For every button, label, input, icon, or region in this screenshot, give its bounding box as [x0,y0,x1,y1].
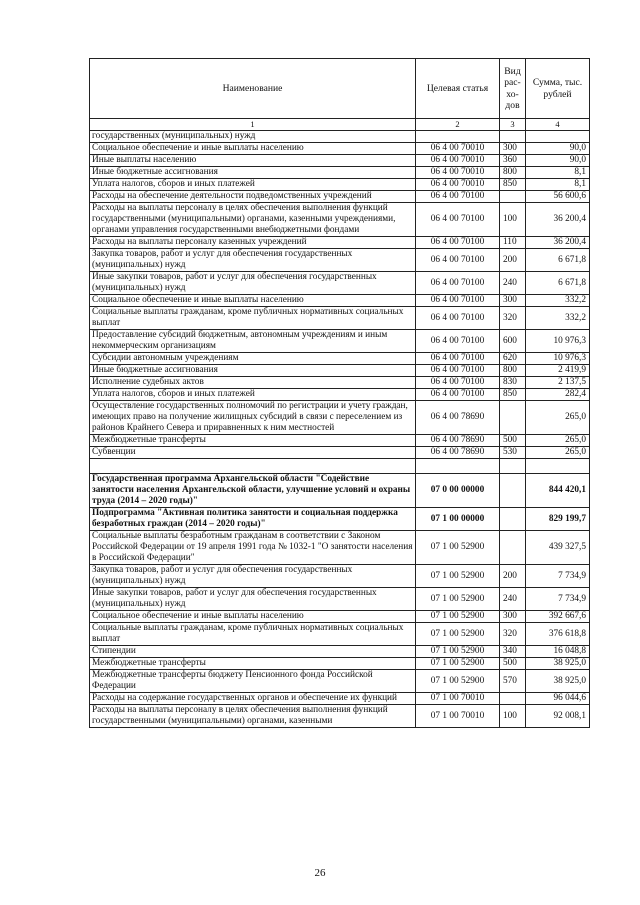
table-row [90,167,590,179]
table-row [90,459,590,474]
row-name-cell: государственных (муниципальных) нужд [90,131,416,143]
row-target-article-cell: 06 4 00 70100 [416,191,500,203]
row-name-cell: Расходы на содержание государственных органов и обеспечение их функций [90,693,416,705]
row-sum-cell: 90,0 [526,143,590,155]
row-expense-type-cell: 500 [500,435,526,447]
table-row [90,295,590,307]
row-name-cell: Социальные выплаты гражданам, кроме публичных нормативных социальных выплат [90,623,416,646]
table-row [90,565,590,588]
row-expense-type-cell: 100 [500,203,526,237]
row-expense-type-cell [500,693,526,705]
row-sum-cell: 332,2 [526,295,590,307]
table-row [90,131,590,143]
row-target-article-cell: 06 4 00 70100 [416,353,500,365]
row-name-cell: Стипендии [90,646,416,658]
row-expense-type-cell [500,459,526,474]
row-name-cell: Субвенции [90,447,416,459]
row-sum-cell: 265,0 [526,447,590,459]
row-sum-cell: 10 976,3 [526,353,590,365]
row-target-article-cell: 06 4 00 70010 [416,167,500,179]
row-sum-cell: 16 048,8 [526,646,590,658]
budget-table-page [89,58,589,728]
row-sum-cell: 392 667,6 [526,611,590,623]
row-name-cell: Расходы на выплаты персоналу в целях обеспечения выполнения функций государственными (муниципальными) органами, казенными [90,705,416,728]
table-row [90,307,590,330]
table-row [90,272,590,295]
row-name-cell: Субсидии автономным учреждениям [90,353,416,365]
row-expense-type-cell: 100 [500,705,526,728]
row-expense-type-cell [500,531,526,565]
row-target-article-cell: 06 4 00 70100 [416,295,500,307]
row-target-article-cell: 06 4 00 70100 [416,237,500,249]
row-target-article-cell: 07 1 00 52900 [416,531,500,565]
row-target-article-cell: 07 1 00 52900 [416,623,500,646]
row-expense-type-cell: 800 [500,365,526,377]
table-row [90,237,590,249]
row-name-cell [90,459,416,474]
row-name-cell: Расходы на выплаты персоналу в целях обеспечения выполнения функций государственными (муниципальными) органами, казенными учреждениями, органами управления государственными внебюджетными фондами [90,203,416,237]
row-target-article-cell: 06 4 00 78690 [416,447,500,459]
row-sum-cell: 2 419,9 [526,365,590,377]
row-target-article-cell: 07 1 00 70010 [416,705,500,728]
row-sum-cell: 332,2 [526,307,590,330]
row-target-article-cell: 06 4 00 70100 [416,272,500,295]
row-target-article-cell: 06 4 00 70100 [416,249,500,272]
table-row [90,365,590,377]
row-name-cell: Социальные выплаты безработным гражданам в соответствии с Законом Российской Федерации от 19 апреля 1991 года № 1032-1 "О занятости населения в Российской Федерации" [90,531,416,565]
column-number-row [90,119,590,131]
row-expense-type-cell: 620 [500,353,526,365]
row-sum-cell: 38 925,0 [526,658,590,670]
row-expense-type-cell: 830 [500,377,526,389]
table-row [90,353,590,365]
table-row [90,611,590,623]
row-expense-type-cell: 110 [500,237,526,249]
row-expense-type-cell [500,191,526,203]
row-target-article-cell: 06 4 00 70100 [416,389,500,401]
row-target-article-cell: 07 1 00 52900 [416,646,500,658]
row-target-article-cell [416,459,500,474]
row-name-cell: Социальное обеспечение и иные выплаты населению [90,143,416,155]
row-target-article-cell: 06 4 00 70010 [416,179,500,191]
row-expense-type-cell: 360 [500,155,526,167]
row-name-cell: Межбюджетные трансферты [90,435,416,447]
row-name-cell: Иные бюджетные ассигнования [90,365,416,377]
row-expense-type-cell: 300 [500,611,526,623]
row-sum-cell: 92 008,1 [526,705,590,728]
row-target-article-cell: 06 4 00 70100 [416,330,500,353]
row-target-article-cell: 07 0 00 00000 [416,474,500,508]
budget-table [89,58,590,728]
row-name-cell: Иные выплаты населению [90,155,416,167]
row-expense-type-cell: 850 [500,179,526,191]
row-sum-cell: 8,1 [526,179,590,191]
table-row [90,389,590,401]
row-target-article-cell: 06 4 00 70100 [416,365,500,377]
row-target-article-cell: 07 1 00 52900 [416,565,500,588]
row-expense-type-cell: 530 [500,447,526,459]
row-target-article-cell: 07 1 00 52900 [416,588,500,611]
table-row [90,155,590,167]
table-row [90,203,590,237]
table-row [90,508,590,531]
row-target-article-cell: 06 4 00 70100 [416,307,500,330]
row-expense-type-cell: 300 [500,143,526,155]
header-name: Наименование [90,59,416,119]
row-name-cell: Предоставление субсидий бюджетным, автономным учреждениям и иным некоммерческим организациям [90,330,416,353]
table-row [90,531,590,565]
table-row [90,447,590,459]
row-sum-cell: 439 327,5 [526,531,590,565]
row-name-cell: Социальные выплаты гражданам, кроме публичных нормативных социальных выплат [90,307,416,330]
row-name-cell: Социальное обеспечение и иные выплаты населению [90,295,416,307]
row-sum-cell: 36 200,4 [526,203,590,237]
row-name-cell: Расходы на выплаты персоналу казенных учреждений [90,237,416,249]
row-expense-type-cell [500,401,526,435]
row-name-cell: Уплата налогов, сборов и иных платежей [90,389,416,401]
row-target-article-cell: 07 1 00 00000 [416,508,500,531]
row-name-cell: Закупка товаров, работ и услуг для обеспечения государственных (муниципальных) нужд [90,249,416,272]
row-expense-type-cell: 320 [500,623,526,646]
header-sum: Сумма, тыс. рублей [526,59,590,119]
table-row [90,670,590,693]
row-sum-cell: 96 044,6 [526,693,590,705]
row-name-cell: Подпрограмма "Активная политика занятости и социальная поддержка безработных граждан (2014 – 2020 годы)" [90,508,416,531]
table-row [90,401,590,435]
row-sum-cell [526,459,590,474]
row-expense-type-cell: 340 [500,646,526,658]
header-target-article: Целевая статья [416,59,500,119]
row-target-article-cell: 07 1 00 52900 [416,611,500,623]
col-number-4: 4 [526,119,590,131]
header-expense-type: Вид рас- хо- дов [500,59,526,119]
row-sum-cell: 90,0 [526,155,590,167]
row-name-cell: Иные закупки товаров, работ и услуг для обеспечения государственных (муниципальных) нужд [90,588,416,611]
row-expense-type-cell: 500 [500,658,526,670]
table-row [90,623,590,646]
row-sum-cell: 844 420,1 [526,474,590,508]
table-row [90,435,590,447]
row-expense-type-cell [500,131,526,143]
row-target-article-cell: 06 4 00 70100 [416,203,500,237]
row-sum-cell: 56 600,6 [526,191,590,203]
row-name-cell: Иные закупки товаров, работ и услуг для обеспечения государственных (муниципальных) нужд [90,272,416,295]
row-expense-type-cell: 850 [500,389,526,401]
row-expense-type-cell [500,508,526,531]
table-row [90,377,590,389]
row-target-article-cell: 06 4 00 70100 [416,377,500,389]
table-row [90,474,590,508]
table-header-row [90,59,590,119]
row-name-cell: Иные бюджетные ассигнования [90,167,416,179]
table-row [90,179,590,191]
row-expense-type-cell: 800 [500,167,526,179]
table-row [90,249,590,272]
row-expense-type-cell: 240 [500,588,526,611]
row-sum-cell: 7 734,9 [526,565,590,588]
row-expense-type-cell: 600 [500,330,526,353]
col-number-2: 2 [416,119,500,131]
table-row [90,588,590,611]
table-row [90,143,590,155]
row-sum-cell: 8,1 [526,167,590,179]
row-sum-cell [526,131,590,143]
row-target-article-cell: 07 1 00 52900 [416,670,500,693]
row-target-article-cell: 06 4 00 70010 [416,155,500,167]
row-name-cell: Государственная программа Архангельской области "Содействие занятости населения Архангельской области, улучшение условий и охраны труда (2014 – 2020 годы)" [90,474,416,508]
row-sum-cell: 2 137,5 [526,377,590,389]
row-target-article-cell: 07 1 00 70010 [416,693,500,705]
row-sum-cell: 6 671,8 [526,272,590,295]
row-expense-type-cell: 240 [500,272,526,295]
row-expense-type-cell: 200 [500,249,526,272]
row-expense-type-cell [500,474,526,508]
row-target-article-cell: 06 4 00 78690 [416,401,500,435]
row-name-cell: Социальное обеспечение и иные выплаты населению [90,611,416,623]
row-sum-cell: 7 734,9 [526,588,590,611]
row-expense-type-cell: 320 [500,307,526,330]
row-expense-type-cell: 200 [500,565,526,588]
table-row [90,191,590,203]
row-name-cell: Осуществление государственных полномочий по регистрации и учету граждан, имеющих право на получение жилищных субсидий в связи с переселением из районов Крайнего Севера и приравненных к ним местностей [90,401,416,435]
row-target-article-cell: 06 4 00 78690 [416,435,500,447]
row-target-article-cell: 07 1 00 52900 [416,658,500,670]
table-row [90,330,590,353]
row-sum-cell: 282,4 [526,389,590,401]
table-row [90,646,590,658]
row-sum-cell: 376 618,8 [526,623,590,646]
col-number-1: 1 [90,119,416,131]
row-expense-type-cell: 570 [500,670,526,693]
row-sum-cell: 829 199,7 [526,508,590,531]
row-sum-cell: 10 976,3 [526,330,590,353]
table-row [90,705,590,728]
col-number-3: 3 [500,119,526,131]
row-name-cell: Расходы на обеспечение деятельности подведомственных учреждений [90,191,416,203]
row-sum-cell: 265,0 [526,435,590,447]
table-row [90,693,590,705]
page-number: 26 [314,867,326,879]
row-name-cell: Исполнение судебных актов [90,377,416,389]
row-name-cell: Закупка товаров, работ и услуг для обеспечения государственных (муниципальных) нужд [90,565,416,588]
row-expense-type-cell: 300 [500,295,526,307]
row-name-cell: Межбюджетные трансферты [90,658,416,670]
row-sum-cell: 6 671,8 [526,249,590,272]
row-sum-cell: 38 925,0 [526,670,590,693]
row-name-cell: Межбюджетные трансферты бюджету Пенсионного фонда Российской Федерации [90,670,416,693]
table-row [90,658,590,670]
row-name-cell: Уплата налогов, сборов и иных платежей [90,179,416,191]
row-target-article-cell [416,131,500,143]
row-sum-cell: 36 200,4 [526,237,590,249]
table-body [90,131,590,728]
row-sum-cell: 265,0 [526,401,590,435]
row-target-article-cell: 06 4 00 70010 [416,143,500,155]
